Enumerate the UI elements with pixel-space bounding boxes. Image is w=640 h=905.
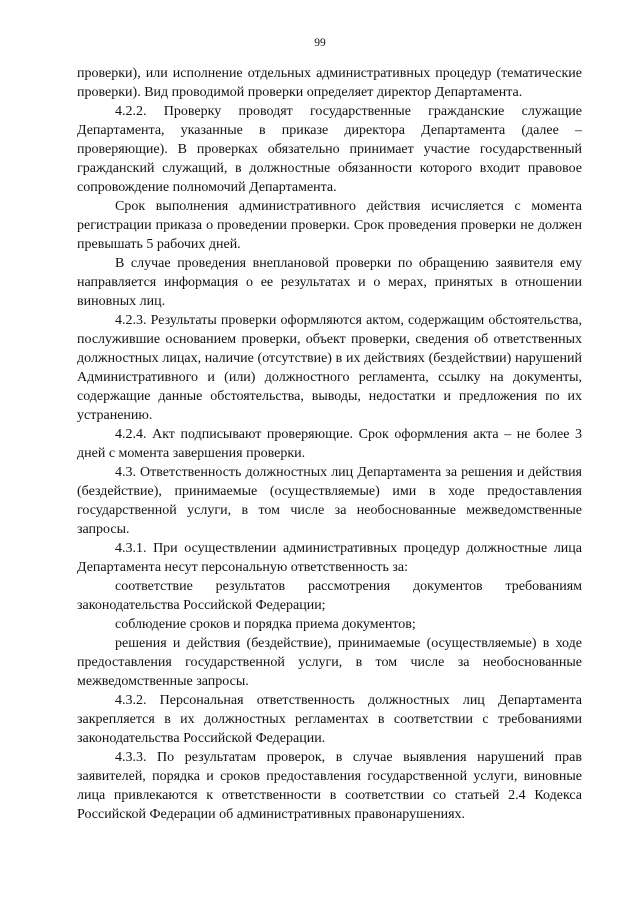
list-item-decisions: решения и действия (бездействие), принимаемые (осуществляемые) в ходе предоставления государственной услуги, в том числе за необоснованные межведомственные запросы. — [77, 636, 582, 689]
paragraph-4-2-2: 4.2.2. Проверку проводят государственные гражданские служащие Департамента, указанные в приказе директора Департамента (далее – проверяющие). В проверках обязательно принимает участие государственный гражданский служащий, в должностные обязанности которого входит правовое сопровождение полномочий Департамента. — [77, 104, 582, 195]
paragraph-continuation: проверки), или исполнение отдельных административных процедур (тематические проверки). Вид проводимой проверки определяет директор Департамента. — [77, 66, 582, 100]
paragraph-4-3-3: 4.3.3. По результатам проверок, в случае выявления нарушений прав заявителей, порядка и сроков предоставления государственной услуги, виновные лица привлекаются к ответственности в соответствии со статьей 2.4 Кодекса Российской Федерации об административных правонарушениях. — [77, 750, 582, 822]
list-item-deadlines: соблюдение сроков и порядка приема документов; — [115, 617, 416, 632]
paragraph-4-3-1: 4.3.1. При осуществлении административных процедур должностные лица Департамента несут персональную ответственность за: — [77, 541, 582, 575]
paragraph-4-3: 4.3. Ответственность должностных лиц Департамента за решения и действия (бездействие), принимаемые (осуществляемые) ими в ходе предоставления государственной услуги, в том числе за необоснованные межведомственные запросы. — [77, 465, 582, 537]
list-item-compliance: соответствие результатов рассмотрения документов требованиям законодательства Российской Федерации; — [77, 579, 582, 613]
paragraph-4-3-2: 4.3.2. Персональная ответственность должностных лиц Департамента закрепляется в их должностных регламентах в соответствии с требованиями законодательства Российской Федерации. — [77, 693, 582, 746]
document-body — [77, 64, 582, 824]
paragraph-unplanned-inspection: В случае проведения внеплановой проверки по обращению заявителя ему направляется информация о ее результатах и о мерах, принятых в отношении виновных лиц. — [77, 256, 582, 309]
paragraph-4-2-3: 4.2.3. Результаты проверки оформляются актом, содержащим обстоятельства, послужившие основанием проверки, объект проверки, сведения об ответственных должностных лицах, наличие (отсутствие) в их действиях (бездействии) нарушений Административного и (или) должностного регламента, ссылку на документы, содержащие данные обстоятельства, выводы, недостатки и предложения по их устранению. — [77, 313, 582, 423]
paragraph-4-2-4: 4.2.4. Акт подписывают проверяющие. Срок оформления акта – не более 3 дней с момента завершения проверки. — [77, 427, 582, 461]
paragraph-deadline: Срок выполнения административного действия исчисляется с момента регистрации приказа о проведении проверки. Срок проведения проверки не должен превышать 5 рабочих дней. — [77, 199, 582, 252]
page-number: 99 — [314, 37, 326, 49]
